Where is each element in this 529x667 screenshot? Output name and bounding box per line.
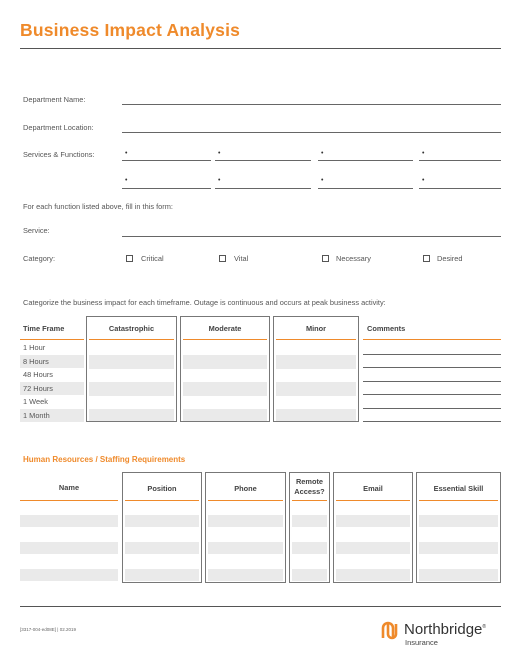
name-shade-row — [20, 515, 118, 527]
bullet: • — [422, 177, 425, 184]
timeframe-row: 1 Hour — [23, 343, 46, 352]
essential-skill-header: Essential Skill — [433, 484, 484, 493]
minor-shade-row — [276, 355, 356, 369]
logo-registered: ® — [482, 624, 487, 630]
logo-subtitle: Insurance — [405, 638, 438, 647]
position-shade-row — [125, 542, 199, 554]
services-functions-label: Services & Functions: — [23, 150, 95, 159]
service-label: Service: — [23, 226, 50, 235]
email-column[interactable] — [333, 472, 413, 583]
impact-instruction: Categorize the business impact for each timeframe. Outage is continuous and occurs at peak business activity: — [23, 298, 386, 307]
catastrophic-shade-row — [89, 409, 174, 421]
remote-access-shade-row — [292, 569, 327, 581]
function-field[interactable] — [122, 188, 211, 189]
vital-label: Vital — [234, 254, 249, 263]
name-header-rule — [20, 500, 118, 501]
phone-shade-row — [208, 515, 283, 527]
necessary-label: Necessary — [336, 254, 371, 263]
position-shade-row — [125, 569, 199, 581]
moderate-shade-row — [183, 382, 267, 396]
bullet: • — [218, 150, 221, 157]
function-field[interactable] — [215, 188, 311, 189]
comments-header: Comments — [367, 324, 406, 333]
comment-line[interactable] — [363, 354, 501, 355]
department-name-label: Department Name: — [23, 95, 86, 104]
northbridge-logo-icon — [380, 620, 400, 640]
phone-header-rule — [208, 500, 283, 501]
email-shade-row — [336, 569, 410, 581]
catastrophic-header: Catastrophic — [108, 324, 155, 333]
department-location-field[interactable] — [122, 132, 501, 133]
comment-line[interactable] — [363, 394, 501, 395]
position-header: Position — [147, 484, 177, 493]
bullet: • — [125, 150, 128, 157]
desired-checkbox[interactable] — [423, 255, 430, 262]
position-shade-row — [125, 515, 199, 527]
moderate-column[interactable] — [180, 316, 270, 422]
desired-label: Desired — [437, 254, 463, 263]
bullet: • — [218, 177, 221, 184]
hr-section-title: Human Resources / Staffing Requirements — [23, 455, 186, 464]
email-header: Email — [363, 484, 383, 493]
department-location-label: Department Location: — [23, 123, 94, 132]
phone-column[interactable] — [205, 472, 286, 583]
name-shade-row — [20, 569, 118, 581]
page-title: Business Impact Analysis — [20, 20, 241, 40]
timeframe-row: 1 Month — [20, 409, 84, 423]
function-instruction: For each function listed above, fill in this form: — [23, 202, 173, 211]
logo-name — [404, 621, 486, 638]
essential-skill-shade-row — [419, 542, 498, 554]
moderate-header-rule — [183, 339, 267, 340]
timeframe-rows — [20, 341, 84, 422]
catastrophic-shade-row — [89, 382, 174, 396]
essential-skill-header-rule — [419, 500, 498, 501]
vital-checkbox[interactable] — [219, 255, 226, 262]
comment-line[interactable] — [363, 381, 501, 382]
bullet: • — [125, 177, 128, 184]
moderate-header: Moderate — [208, 324, 242, 333]
comment-line[interactable] — [363, 408, 501, 409]
timeframe-row: 72 Hours — [20, 382, 84, 396]
remote-access-shade-row — [292, 515, 327, 527]
catastrophic-column[interactable] — [86, 316, 177, 422]
critical-label: Critical — [141, 254, 164, 263]
comments-header-rule — [363, 339, 501, 340]
necessary-checkbox[interactable] — [322, 255, 329, 262]
essential-skill-column[interactable] — [416, 472, 501, 583]
essential-skill-shade-row — [419, 569, 498, 581]
name-shade-row — [20, 542, 118, 554]
comment-line[interactable] — [363, 421, 501, 422]
function-field[interactable] — [419, 160, 501, 161]
function-field[interactable] — [215, 160, 311, 161]
timeframe-row: 48 Hours — [23, 370, 53, 379]
position-column[interactable] — [122, 472, 202, 583]
form-code: [3317-004-ed08E] | 02.2019 — [20, 627, 76, 632]
essential-skill-shade-row — [419, 515, 498, 527]
phone-header: Phone — [234, 484, 257, 493]
minor-column[interactable] — [273, 316, 359, 422]
service-field[interactable] — [122, 236, 501, 237]
minor-shade-row — [276, 409, 356, 421]
function-field[interactable] — [318, 160, 413, 161]
moderate-shade-row — [183, 355, 267, 369]
timeframe-row: 1 Week — [23, 397, 48, 406]
critical-checkbox[interactable] — [126, 255, 133, 262]
email-shade-row — [336, 515, 410, 527]
title-divider — [20, 48, 501, 49]
timeframe-header: Time Frame — [23, 324, 65, 333]
function-field[interactable] — [122, 160, 211, 161]
category-label: Category: — [23, 254, 56, 263]
bullet: • — [321, 177, 324, 184]
timeframe-header-rule — [20, 339, 84, 340]
timeframe-row: 8 Hours — [20, 355, 84, 369]
function-field[interactable] — [318, 188, 413, 189]
position-header-rule — [125, 500, 199, 501]
bullet: • — [321, 150, 324, 157]
name-header: Name — [58, 483, 80, 492]
catastrophic-header-rule — [89, 339, 174, 340]
footer-divider — [20, 606, 501, 607]
remote-access-shade-row — [292, 542, 327, 554]
minor-shade-row — [276, 382, 356, 396]
catastrophic-shade-row — [89, 355, 174, 369]
department-name-field[interactable] — [122, 104, 501, 105]
remote-access-header: Remote Access? — [294, 477, 325, 496]
minor-header-rule — [276, 339, 356, 340]
comment-line[interactable] — [363, 367, 501, 368]
email-shade-row — [336, 542, 410, 554]
bullet: • — [422, 150, 425, 157]
remote-access-column[interactable] — [289, 472, 330, 583]
email-header-rule — [336, 500, 410, 501]
minor-header: Minor — [305, 324, 327, 333]
phone-shade-row — [208, 569, 283, 581]
phone-shade-row — [208, 542, 283, 554]
remote-access-header-rule — [292, 500, 327, 501]
moderate-shade-row — [183, 409, 267, 421]
logo-name-text: Northbridge — [404, 621, 483, 638]
function-field[interactable] — [419, 188, 501, 189]
